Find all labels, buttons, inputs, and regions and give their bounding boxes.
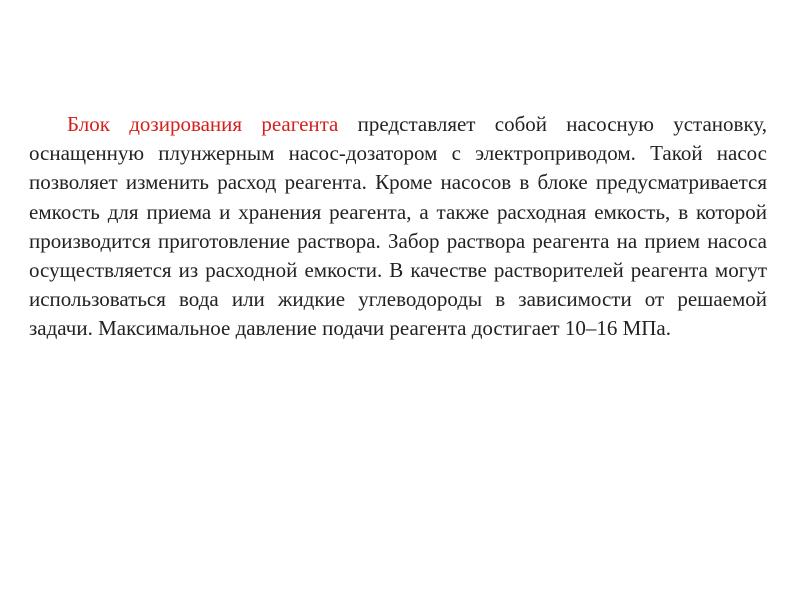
highlighted-term: Блок дозирования реагента xyxy=(67,112,339,136)
paragraph-text: представляет собой насосную установку, оснащенную плунжерным насос-дозатором с электроприводом. Такой насос позволяет изменить расход реагента. Кроме насосов в блоке предусматривается емкость для приема и хранения реагента, а также расходная емкость, в которой производится приготовление раствора. Забор раствора реагента на прием насоса осуществляется из расходной емкости. В качестве растворителей реагента могут использоваться вода или жидкие углеводороды в зависимости от решаемой задачи. Максимальное давление подачи реагента достигает 10–16 МПа. xyxy=(29,112,767,341)
body-paragraph xyxy=(29,110,767,344)
